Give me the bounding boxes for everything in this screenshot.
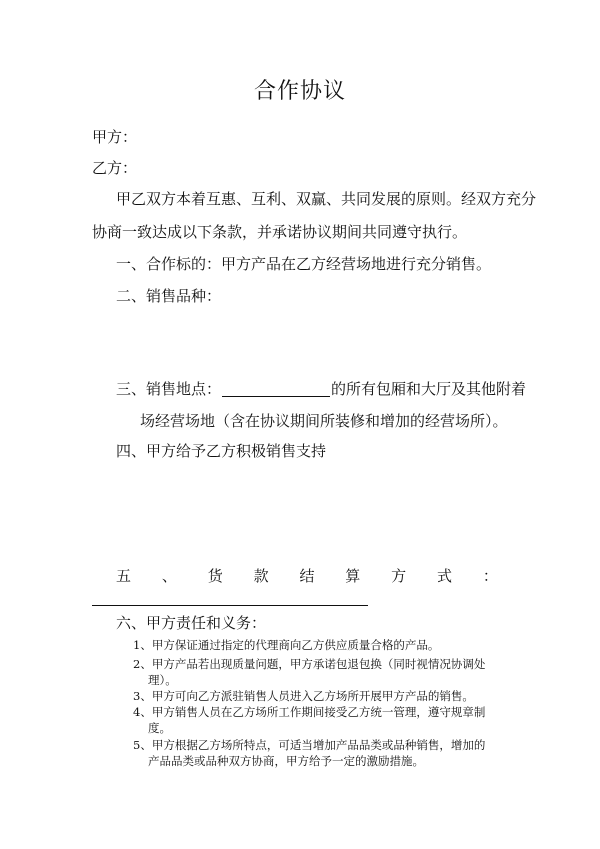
section-6-item-4-cont: 度。 <box>148 721 171 735</box>
section-5-char: 方 <box>391 567 407 585</box>
intro-line-2: 协商一致达成以下条款，并承诺协议期间共同遵守执行。 <box>92 223 468 241</box>
section-5-char: 款 <box>253 567 269 585</box>
section-5-char: 货 <box>207 567 223 585</box>
section-1-subject: 一、合作标的：甲方产品在乙方经营场地进行充分销售。 <box>116 255 492 273</box>
party-a-label: 甲方： <box>92 128 138 146</box>
section-5-payment-method <box>116 566 498 586</box>
section-6-item-5: 5、甲方根据乙方场所特点，可适当增加产品品类或品种销售，增加的 <box>133 738 486 752</box>
section-6-item-1: 1、甲方保证通过指定的代理商向乙方供应质量合格的产品。 <box>133 638 440 652</box>
section-6-item-5-cont: 产品品类或品种双方协商，甲方给予一定的激励措施。 <box>148 754 424 768</box>
location-blank-line <box>222 381 330 397</box>
intro-line-1: 甲乙双方本着互惠、互利、双赢、共同发展的原则。经双方充分 <box>116 190 537 208</box>
section-2-products: 二、销售品种： <box>116 287 222 305</box>
section-6-item-3: 3、甲方可向乙方派驻销售人员进入乙方场所开展甲方产品的销售。 <box>133 689 474 703</box>
party-b-label: 乙方： <box>92 159 138 177</box>
document-title: 合作协议 <box>253 79 346 104</box>
section-3-line-2: 场经营场地（含在协议期间所装修和增加的经营场所）。 <box>140 412 508 430</box>
section-5-blank-line <box>92 605 368 606</box>
section-5-char: 式 <box>437 567 453 585</box>
section-5-char: 结 <box>299 567 315 585</box>
section-6-item-2: 2、甲方产品若出现质量问题，甲方承诺包退包换（同时视情况协调处 <box>133 657 486 671</box>
section-6-heading: 六、甲方责任和义务： <box>116 614 267 632</box>
section-5-char: 、 <box>161 567 177 585</box>
section-3-suffix: 的所有包厢和大厅及其他附着 <box>331 380 527 398</box>
section-6-item-4: 4、甲方销售人员在乙方场所工作期间接受乙方统一管理，遵守规章制 <box>133 705 486 719</box>
section-3-prefix: 三、销售地点： <box>116 380 222 398</box>
section-3-location <box>116 379 526 399</box>
section-5-char: ： <box>482 567 498 585</box>
section-5-char: 五 <box>116 567 132 585</box>
section-4-support: 四、甲方给予乙方积极销售支持 <box>116 442 327 460</box>
section-6-item-2-cont: 理）。 <box>148 673 177 687</box>
section-5-char: 算 <box>345 567 361 585</box>
